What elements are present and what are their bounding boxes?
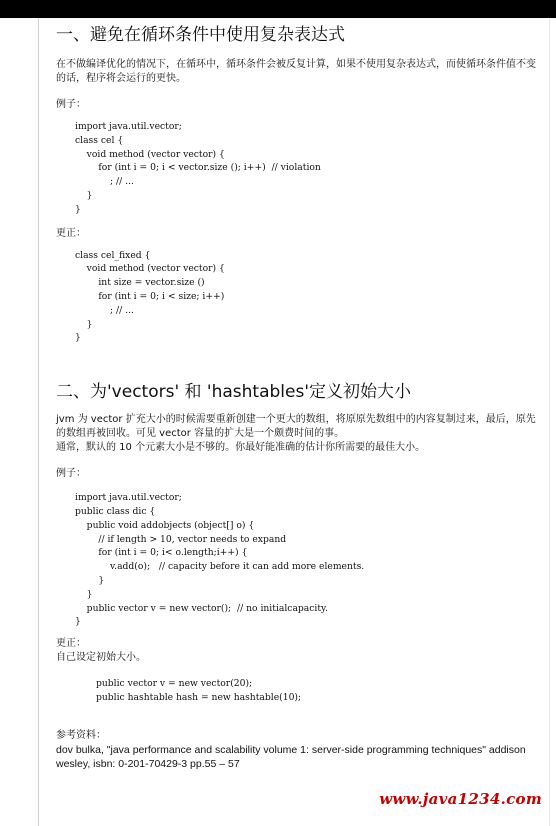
section2-fix-desc: 自己设定初始大小。 bbox=[56, 652, 146, 664]
left-margin-rule bbox=[38, 18, 39, 826]
section1-code-example: import java.util.vector; class cel { void method (vector vector) { for (int i = 0; i < vector.size (); i++) // violation ; // ... } } bbox=[75, 121, 321, 215]
section1-heading: 一、避免在循环条件中使用复杂表达式 bbox=[56, 25, 345, 45]
section2-code-fixed: public vector v = new vector(20); public hashtable hash = new hashtable(10); bbox=[96, 678, 302, 703]
section2-intro-2: 通常，默认的 10 个元素大小是不够的。你最好能准确的估计你所需要的最佳大小。 bbox=[56, 442, 426, 454]
references-text: dov bulka, "java performance and scalability volume 1: server-side programming techniques" addison wesley, isbn: 0-201-70429-3 pp.55 – 57 bbox=[56, 743, 526, 770]
section2-code-example: import java.util.vector; public class dic { public void addobjects (object[] o) { // if length > 10, vector needs to expand for (int i = 0; i< o.length;i++) { v.add(o); // capacity before it can add more elements. } } public vector v = new vector(); // no initialcapacity. } bbox=[75, 492, 365, 628]
section1-fix-label: 更正： bbox=[56, 227, 86, 239]
section1-example-label: 例子： bbox=[56, 99, 86, 110]
references-label: 参考资料： bbox=[56, 729, 106, 741]
section2-fix-label: 更正： bbox=[56, 638, 86, 650]
section1-intro: 在不做编译优化的情况下，在循环中，循环条件会被反复计算，如果不使用复杂表达式，而使循环条件值不变的话，程序将会运行的更快。 bbox=[56, 59, 536, 84]
section2-intro-1: jvm 为 vector 扩充大小的时候需要重新创建一个更大的数组，将原原先数组中的内容复制过来，最后，原先的数组再被回收。可见 vector 容量的扩大是一个颇费时间的事。 bbox=[56, 414, 536, 440]
right-margin-rule bbox=[549, 18, 550, 826]
section2-heading: 二、为'vectors' 和 'hashtables'定义初始大小 bbox=[56, 382, 412, 403]
section1-code-fixed: class cel_fixed { void method (vector vector) { int size = vector.size () for (int i = 0; i < size; i++) ; // ... } } bbox=[75, 249, 225, 344]
site-watermark: www.java1234.com bbox=[379, 790, 542, 808]
article-body bbox=[56, 22, 544, 771]
section2-example-label: 例子： bbox=[56, 468, 86, 480]
top-black-bar bbox=[0, 0, 556, 18]
